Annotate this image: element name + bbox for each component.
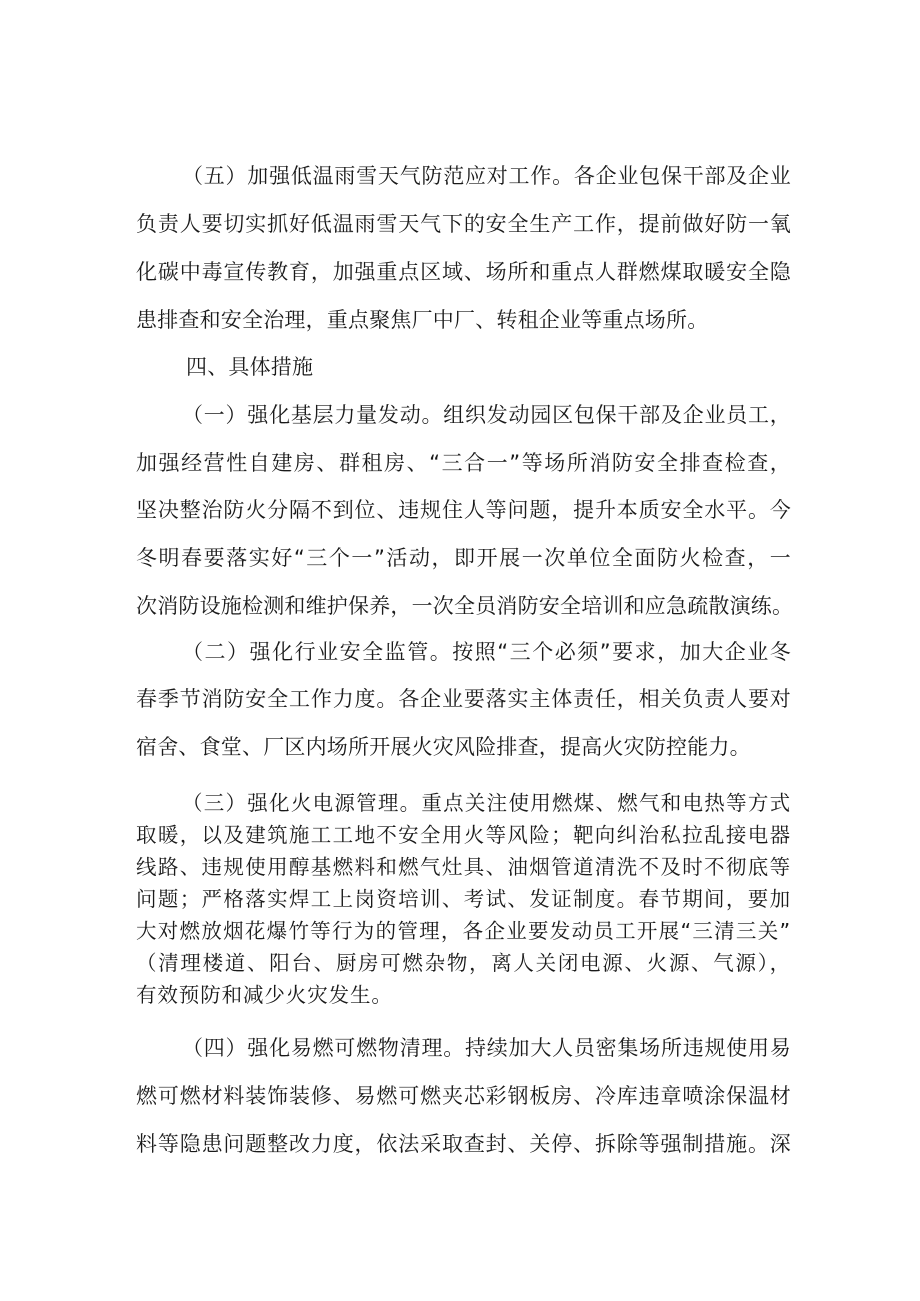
text-line: 问题；严格落实焊工上岗资培训、考试、发证制度。春节期间，要加: [136, 887, 791, 911]
text-line: 患排查和安全治理，重点聚焦厂中厂、转租企业等重点场所。: [136, 308, 709, 332]
text-line: 次消防设施检测和维护保养，一次全员消防安全培训和应急疏散演练。: [136, 594, 794, 618]
text-line: 加强经营性自建房、群租房、“三合一”等场所消防安全排查检查，: [136, 451, 791, 475]
text-line: 燃可燃材料装饰装修、易燃可燃夹芯彩钢板房、冷库违章喷涂保温材: [136, 1084, 791, 1108]
text-line: （四）强化易燃可燃物清理。持续加大人员密集场所违规使用易: [182, 1036, 791, 1060]
text-line: 春季节消防安全工作力度。各企业要落实主体责任，相关负责人要对: [136, 687, 791, 711]
text-line: 取暖，以及建筑施工工地不安全用火等风险；靶向纠治私拉乱接电器: [136, 823, 791, 847]
text-line: 有效预防和减少火灾发生。: [136, 983, 393, 1007]
text-line: 大对燃放烟花爆竹等行为的管理，各企业要发动员工开展“三清三关”: [136, 919, 791, 943]
text-line: （一）强化基层力量发动。组织发动园区包保干部及企业员工，: [182, 403, 791, 427]
text-line: 线路、违规使用醇基燃料和燃气灶具、油烟管道清洗不及时不彻底等: [136, 855, 791, 879]
text-line: （五）加强低温雨雪天气防范应对工作。各企业包保干部及企业: [182, 164, 791, 188]
text-line: 料等隐患问题整改力度，依法采取查封、关停、拆除等强制措施。深: [136, 1132, 791, 1156]
text-line: 化碳中毒宣传教育，加强重点区域、场所和重点人群燃煤取暖安全隐: [136, 260, 791, 284]
text-line: 坚决整治防火分隔不到位、违规住人等问题，提升本质安全水平。今: [136, 498, 791, 522]
text-line: 负责人要切实抓好低温雨雪天气下的安全生产工作，提前做好防一氧: [136, 212, 791, 236]
text-line: （清理楼道、阳台、厨房可燃杂物，离人关闭电源、火源、气源），: [136, 951, 791, 975]
text-line: 冬明春要落实好“三个一”活动，即开展一次单位全面防火检查，一: [136, 546, 791, 570]
text-line: 宿舍、食堂、厂区内场所开展火灾风险排查，提高火灾防控能力。: [136, 735, 751, 759]
text-line: （二）强化行业安全监管。按照“三个必须”要求，加大企业冬: [182, 640, 791, 664]
section-heading: 四、具体措施: [186, 355, 314, 379]
text-line: （三）强化火电源管理。重点关注使用燃煤、燃气和电热等方式: [182, 791, 791, 815]
